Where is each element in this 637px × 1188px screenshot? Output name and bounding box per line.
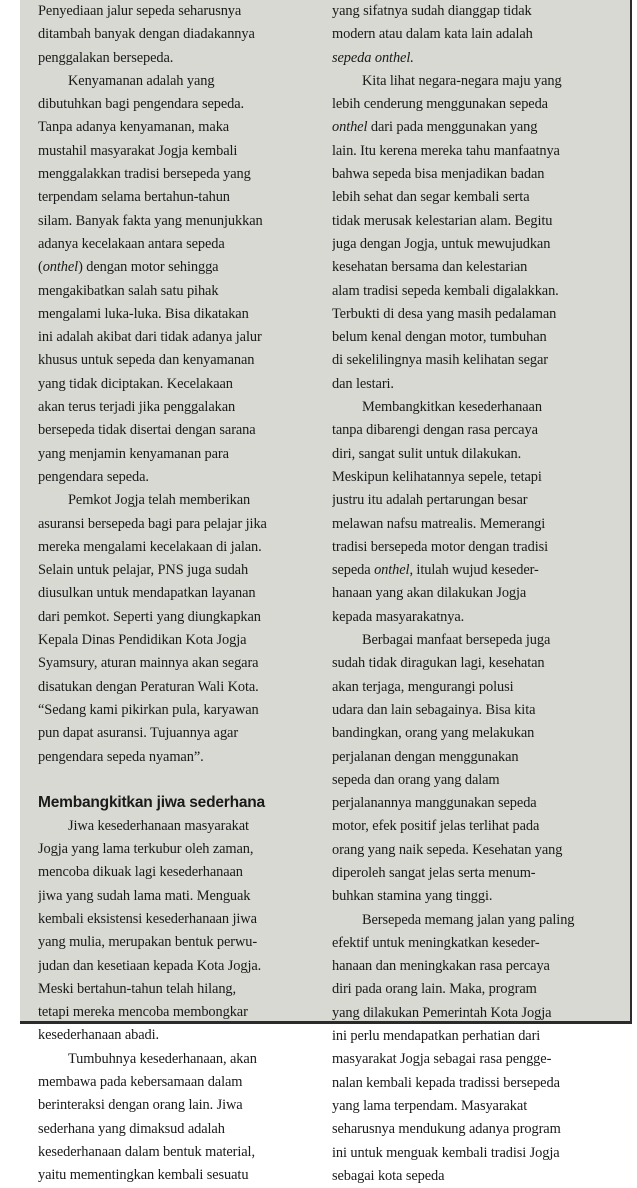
text-line: pengendara sepeda nyaman”. — [38, 748, 204, 765]
text-line: bersepeda tidak disertai dengan sarana — [38, 422, 256, 439]
text-fragment: sepeda — [332, 562, 375, 579]
text-line: judan dan kesetiaan kepada Kota Jogja. — [38, 957, 262, 974]
text-line: pengendara sepeda. — [38, 468, 149, 485]
text-line: Jogja yang lama terkubur oleh zaman, — [38, 841, 254, 858]
paragraph — [332, 0, 622, 70]
text-line: mencoba dikuak lagi kesederhanaan — [38, 864, 243, 881]
text-line: Pemkot Jogja telah memberikan — [68, 492, 251, 509]
text-line: kesehatan bersama dan kelestarian — [332, 259, 528, 276]
text-line: kesederhanaan dalam bentuk material, — [38, 1143, 255, 1160]
text-fragment: ) dengan motor sehingga — [78, 259, 219, 276]
text-line — [332, 559, 622, 582]
text-line: mengakibatkan salah satu pihak — [38, 282, 219, 299]
text-line: yaitu mementingkan kembali sesuatu — [38, 1167, 249, 1184]
text-line: melawan nafsu matrealis. Memerangi — [332, 515, 546, 532]
text-line: alam tradisi sepeda kembali digalakkan. — [332, 282, 559, 299]
text-line: lain. Itu kerena mereka tahu manfaatnya — [332, 142, 560, 159]
text-line: ditambah banyak dengan diadakannya — [38, 26, 255, 43]
text-fragment: ( — [38, 259, 43, 276]
text-fragment: dari pada menggunakan yang — [367, 119, 538, 136]
text-line: dari pemkot. Seperti yang diungkapkan — [38, 608, 261, 625]
scan-margin — [0, 0, 20, 1034]
text-line: yang tidak diciptakan. Kecelakaan — [38, 375, 233, 392]
text-line: mereka mengalami kecelakaan di jalan. — [38, 538, 262, 555]
text-line: lebih sehat dan segar kembali serta — [332, 189, 530, 206]
text-line: sederhana yang dimaksud adalah — [38, 1120, 225, 1137]
text-line: nalan kembali kepada tradissi bersepeda — [332, 1074, 560, 1091]
italic-term: onthel — [374, 562, 410, 579]
text-line: Meski bertahun-tahun telah hilang, — [38, 980, 237, 997]
text-fragment: , itulah wujud keseder- — [409, 562, 539, 579]
text-line: Meskipun kelihatannya sepele, tetapi — [332, 468, 542, 485]
text-line: perjalanan dengan menggunakan — [332, 748, 519, 765]
paragraph — [332, 396, 622, 629]
paragraph — [332, 629, 622, 909]
paragraph — [38, 815, 326, 1048]
text-line: adanya kecelakaan antara sepeda — [38, 235, 225, 252]
text-line: Kenyamanan adalah yang — [68, 72, 215, 89]
text-line: diperoleh sangat jelas serta menum- — [332, 864, 536, 881]
section-heading: Membangkitkan jiwa sederhana — [38, 793, 265, 811]
text-line: ini adalah akibat dari tidak adanya jalur — [38, 329, 262, 346]
text-line: masyarakat Jogja sebagai rasa pengge- — [332, 1051, 552, 1068]
paragraph — [332, 70, 622, 396]
left-column — [38, 0, 326, 1188]
text-line: silam. Banyak fakta yang menunjukkan — [38, 212, 263, 229]
text-line: yang mulia, merupakan bentuk perwu- — [38, 934, 258, 951]
text-line: akan terus terjadi jika penggalakan — [38, 399, 236, 416]
text-line: seharusnya mendukung adanya program — [332, 1121, 561, 1138]
text-line: “Sedang kami pikirkan pula, karyawan — [38, 701, 259, 718]
section-spacer — [38, 769, 326, 791]
text-line: dan lestari. — [332, 375, 394, 392]
paragraph — [38, 0, 326, 70]
text-line: kembali eksistensi kesederhanaan jiwa — [38, 910, 257, 927]
text-line: membawa pada kebersamaan dalam — [38, 1074, 243, 1091]
paragraph — [38, 1048, 326, 1188]
text-line: Penyediaan jalur sepeda seharusnya — [38, 3, 242, 19]
text-line: sepeda dan orang yang dalam — [332, 771, 500, 788]
text-line: yang menjamin kenyamanan para — [38, 445, 229, 462]
text-line: mengalami luka-luka. Bisa dikatakan — [38, 305, 249, 322]
text-line — [38, 256, 326, 279]
text-line: akan terjaga, mengurangi polusi — [332, 678, 514, 695]
text-line: yang dilakukan Pemerintah Kota Jogja — [332, 1004, 552, 1021]
text-line: yang sifatnya sudah dianggap tidak — [332, 3, 532, 19]
text-line: tradisi bersepeda motor dengan tradisi — [332, 538, 548, 555]
text-line: diri pada orang lain. Maka, program — [332, 981, 537, 998]
text-line: kesederhanaan abadi. — [38, 1027, 160, 1044]
text-line: diri, sangat sulit untuk dilakukan. — [332, 445, 522, 462]
paragraph — [38, 489, 326, 769]
text-line: penggalakan bersepeda. — [38, 49, 174, 66]
text-line: Jiwa kesederhanaan masyarakat — [68, 817, 249, 834]
paragraph — [38, 70, 326, 489]
text-line: bandingkan, orang yang melakukan — [332, 725, 535, 742]
text-line: modern atau dalam kata lain adalah — [332, 26, 533, 43]
text-line: efektif untuk meningkatkan keseder- — [332, 934, 540, 951]
text-line: Kita lihat negara-negara maju yang — [362, 72, 562, 89]
text-line: juga dengan Jogja, untuk mewujudkan — [332, 235, 551, 252]
text-line: justru itu adalah pertarungan besar — [332, 492, 528, 509]
paragraph — [332, 909, 622, 1188]
text-line: sudah tidak diragukan lagi, kesehatan — [332, 655, 545, 672]
text-line: kepada masyarakatnya. — [332, 608, 465, 625]
text-line: orang yang naik sepeda. Kesehatan yang — [332, 841, 563, 858]
text-line: belum kenal dengan motor, tumbuhan — [332, 329, 547, 346]
text-line: sepeda onthel. — [332, 49, 414, 66]
text-line: Tumbuhnya kesederhanaan, akan — [68, 1050, 257, 1067]
text-line: buhkan stamina yang tinggi. — [332, 888, 493, 905]
text-line: Membangkitkan kesederhanaan — [362, 399, 542, 416]
text-line: ini perlu mendapatkan perhatian dari — [332, 1028, 541, 1045]
text-line: disatukan dengan Peraturan Wali Kota. — [38, 678, 259, 695]
text-line: di sekelilingnya masih kelihatan segar — [332, 352, 548, 369]
right-column — [332, 0, 622, 1188]
text-line: Kepala Dinas Pendidikan Kota Jogja — [38, 632, 247, 649]
text-line: diusulkan untuk mendapatkan layanan — [38, 585, 256, 602]
text-line: perjalanannya manggunakan sepeda — [332, 795, 537, 812]
text-line: bahwa sepeda bisa menjadikan badan — [332, 166, 545, 183]
text-line: sebagai kota sepeda — [332, 1167, 445, 1184]
text-line: Terbukti di desa yang masih pedalaman — [332, 305, 557, 322]
text-line — [332, 116, 622, 139]
text-line: khusus untuk sepeda dan kenyamanan — [38, 352, 255, 369]
text-line: tanpa dibarengi dengan rasa percaya — [332, 422, 538, 439]
text-line: dibutuhkan bagi pengendara sepeda. — [38, 96, 244, 113]
text-line: tetapi mereka mencoba membongkar — [38, 1004, 248, 1021]
text-line: yang lama terpendam. Masyarakat — [332, 1097, 528, 1114]
text-line: hanaan dan meningkakan rasa percaya — [332, 958, 550, 975]
text-line: jiwa yang sudah lama mati. Menguak — [38, 887, 251, 904]
text-line: Selain untuk pelajar, PNS juga sudah — [38, 562, 249, 579]
text-line: Berbagai manfaat bersepeda juga — [362, 632, 551, 649]
text-line: asuransi bersepeda bagi para pelajar jika — [38, 515, 267, 532]
text-line: Syamsury, aturan mainnya akan segara — [38, 655, 259, 672]
text-line: Tanpa adanya kenyamanan, maka — [38, 119, 230, 136]
text-line: lebih cenderung menggunakan sepeda — [332, 96, 548, 113]
text-line: udara dan lain sebagainya. Bisa kita — [332, 701, 536, 718]
text-line: menggalakkan tradisi bersepeda yang — [38, 166, 251, 183]
text-line: berinteraksi dengan orang lain. Jiwa — [38, 1097, 243, 1114]
italic-term: onthel — [332, 119, 368, 136]
italic-term: onthel — [42, 259, 79, 276]
text-line: Bersepeda memang jalan yang paling — [362, 911, 575, 928]
text-line: ini untuk menguak kembali tradisi Jogja — [332, 1144, 560, 1161]
text-line: mustahil masyarakat Jogja kembali — [38, 142, 238, 159]
text-line: tidak merusak kelestarian alam. Begitu — [332, 212, 553, 229]
text-line: pun dapat asuransi. Tujuannya agar — [38, 725, 239, 742]
text-line: hanaan yang akan dilakukan Jogja — [332, 585, 527, 602]
text-line: terpendam selama bertahun-tahun — [38, 189, 230, 206]
text-line: motor, efek positif jelas terlihat pada — [332, 818, 540, 835]
